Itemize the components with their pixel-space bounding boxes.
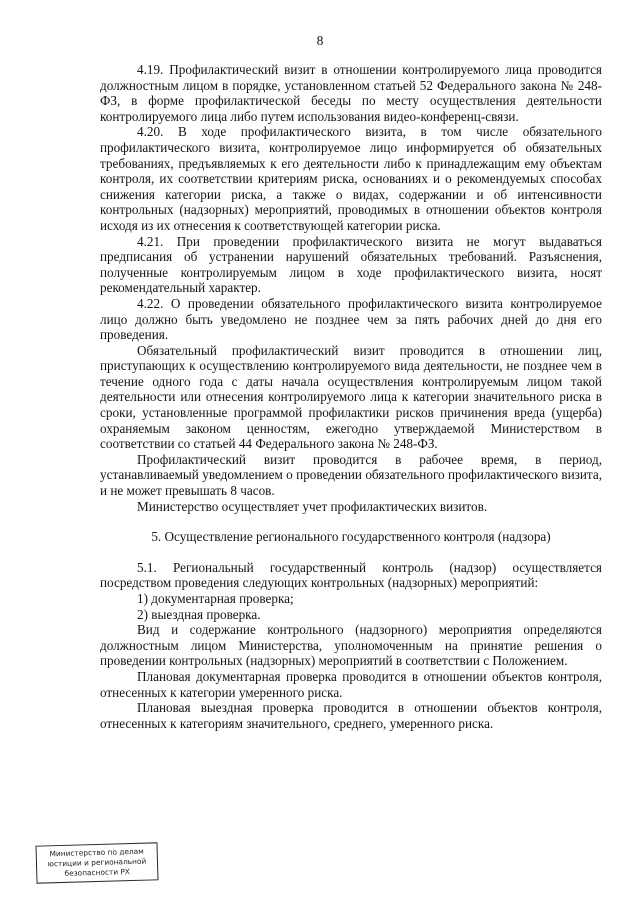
spacer (100, 514, 602, 529)
paragraph-4-22: 4.22. О проведении обязательного профилактического визита контролируемое лицо должно быть уведомлено не позднее чем за пять рабочих дней до дня его проведения. (100, 295, 602, 343)
stamp-line: Министерство по делам (49, 846, 144, 859)
paragraph-4-21: 4.21. При проведении профилактического визита не могут выдаваться предписания об устранении нарушений обязательных требований. Разъяснения, полученные контролируемым лицом в ходе профилактического визита, носят рекомендательный характер. (100, 233, 602, 296)
paragraph-measure-type: Вид и содержание контрольного (надзорного) мероприятия определяются должностным лицом Министерства, уполномоченным на принятие решения о проведении контрольных (надзорных) мероприятий в соответствии с Положением. (100, 622, 602, 669)
paragraph-documentary-check: Плановая документарная проверка проводится в отношении объектов контроля, отнесенных к категории умеренного риска. (100, 668, 602, 700)
paragraph-onsite-check: Плановая выездная проверка проводится в отношении объектов контроля, отнесенных к категориям значительного, среднего, умеренного риска. (100, 700, 602, 731)
page-number: 8 (316, 33, 324, 48)
list-item: 2) выездная проверка. (137, 606, 261, 622)
paragraph-4-19: 4.19. Профилактический визит в отношении контролируемого лица проводится должностным лицом в порядке, установленном статьей 52 Федерального закона № 248-ФЗ, в форме профилактической беседы по месту осуществления деятельности контролируемого лица либо путем использования видео-конференц-связи. (100, 62, 602, 124)
section-heading: 5. Осуществление регионального государственного контроля (надзора) (151, 529, 551, 545)
paragraph-mandatory-visit: Обязательный профилактический визит проводится в отношении лиц, приступающих к осуществлению контролируемого вида деятельности, не позднее чем в течение одного года с даты начала осуществления контролируемым лицом такой деятельности или отнесения контролируемого лица к категории значительного риска в сроки, установленные программой профилактики рисков причинения вреда (ущерба) охраняемым законом ценностям, ежегодно утверждаемой Министерством в соответствии со статьей 44 Федерального закона № 248-ФЗ. (100, 342, 602, 452)
document-body (100, 62, 602, 731)
paragraph-visit-registry: Министерство осуществляет учет профилактических визитов. (137, 498, 488, 514)
stamp-line: безопасности РХ (64, 867, 131, 878)
registration-stamp (35, 842, 158, 883)
list-item: 1) документарная проверка; (137, 591, 294, 606)
spacer (100, 545, 602, 560)
stamp-line: юстиции и региональной (47, 856, 147, 869)
paragraph-5-1: 5.1. Региональный государственный контроль (надзор) осуществляется посредством проведения следующих контрольных (надзорных) мероприятий: (100, 559, 602, 591)
paragraph-4-20: 4.20. В ходе профилактического визита, в том числе обязательного профилактического визита, контролируемое лицо информируется об обязательных требованиях, предъявляемых к его деятельности либо к принадлежащим ему объектам контроля, их соответствии критериям риска, основаниях и о рекомендуемых способах снижения категории риска, а также о видах, содержании и об интенсивности контрольных (надзорных) мероприятий, проводимых в отношении объектов контроля исходя из их отнесения к соответствующей категории риска. (100, 124, 602, 233)
paragraph-visit-time: Профилактический визит проводится в рабочее время, в период, устанавливаемый уведомлением о проведении обязательного профилактического визита, и не может превышать 8 часов. (100, 451, 602, 499)
